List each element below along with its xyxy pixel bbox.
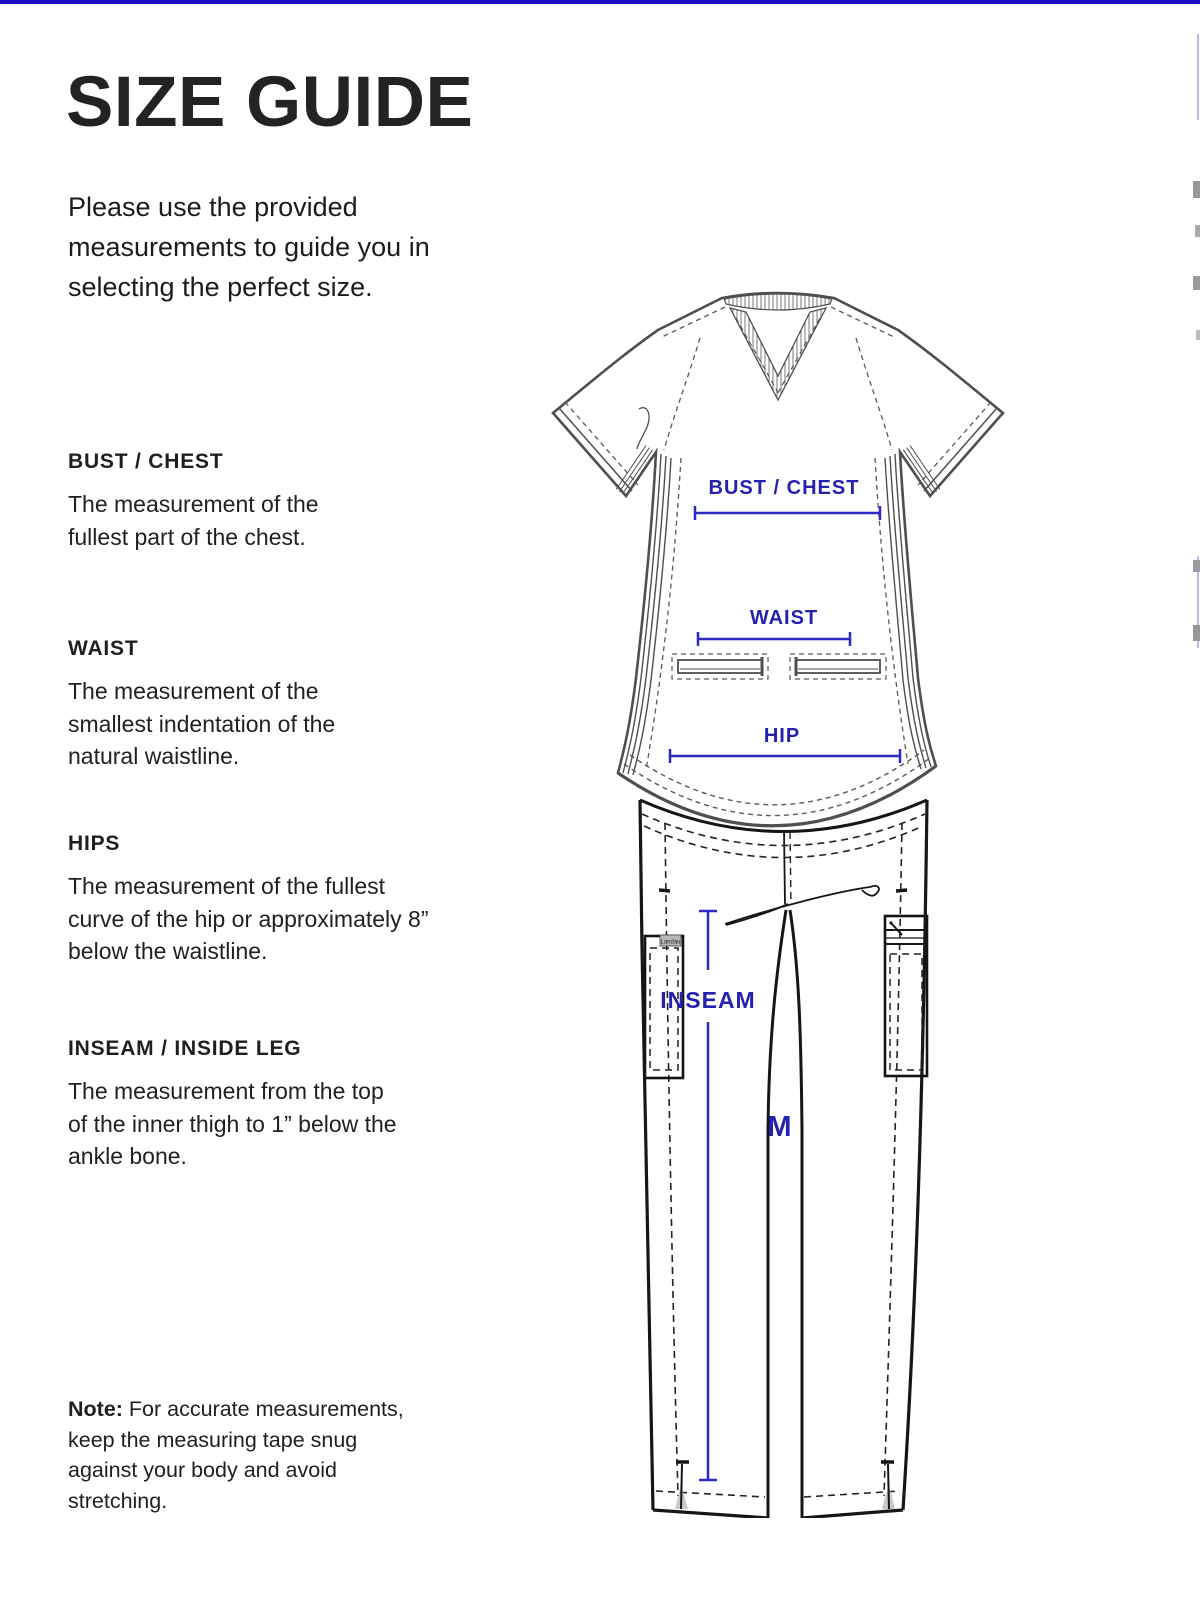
collar-v-band (730, 308, 826, 400)
edge-artifact (1193, 625, 1200, 641)
measurement-annotations (660, 477, 900, 1480)
section-heading: HIPS (68, 832, 121, 855)
section-body: The measurement of the smallest indentation of the natural waistline. (68, 678, 336, 770)
section-bust-chest (68, 450, 373, 553)
section-body: The measurement from the top of the inner thigh to 1” below the ankle bone. (68, 1078, 397, 1170)
waist-label: WAIST (749, 607, 819, 629)
section-heading: BUST / CHEST (68, 450, 224, 473)
section-waist (68, 637, 390, 773)
pocket-slit-right (790, 654, 886, 679)
section-heading: WAIST (68, 637, 139, 660)
hip-label: HIP (763, 725, 801, 747)
bust-measure-line (695, 506, 880, 520)
scrub-pants-drawing (640, 800, 927, 1518)
section-inseam (68, 1037, 400, 1173)
collar-rib-band (724, 294, 832, 310)
section-body: The measurement of the fullest part of the chest. (68, 491, 319, 550)
section-body: The measurement of the fullest curve of the hip or approximately 8” below the waistline. (68, 873, 429, 965)
top-accent-bar (0, 0, 1200, 4)
note-label: Note: (68, 1397, 123, 1421)
cargo-pocket-right (885, 916, 927, 1076)
page-title: SIZE GUIDE (66, 63, 474, 142)
size-guide-diagram (540, 278, 1010, 1518)
bust-label: BUST / CHEST (708, 477, 860, 499)
edge-artifact (1193, 276, 1200, 290)
brand-tag-label: Landau (660, 939, 681, 946)
edge-artifact (1193, 181, 1200, 198)
edge-artifact (1196, 330, 1200, 340)
intro-text: Please use the provided measurements to guide you in selecting the perfect size. (68, 192, 430, 302)
edge-artifact (1197, 34, 1199, 120)
inseam-label: INSEAM (660, 987, 756, 1013)
note-body: For accurate measurements, keep the measuring tape snug against your body and avoid stretching. (68, 1397, 404, 1513)
edge-artifact (1195, 225, 1200, 237)
pocket-slit-left (672, 654, 768, 679)
hip-measure-line (670, 749, 900, 763)
edge-artifact (1193, 560, 1200, 572)
section-hips (68, 832, 440, 968)
section-heading: INSEAM / INSIDE LEG (68, 1037, 302, 1060)
waist-measure-line (698, 632, 850, 646)
note-text (68, 1394, 416, 1516)
size-letter: M (767, 1111, 793, 1143)
